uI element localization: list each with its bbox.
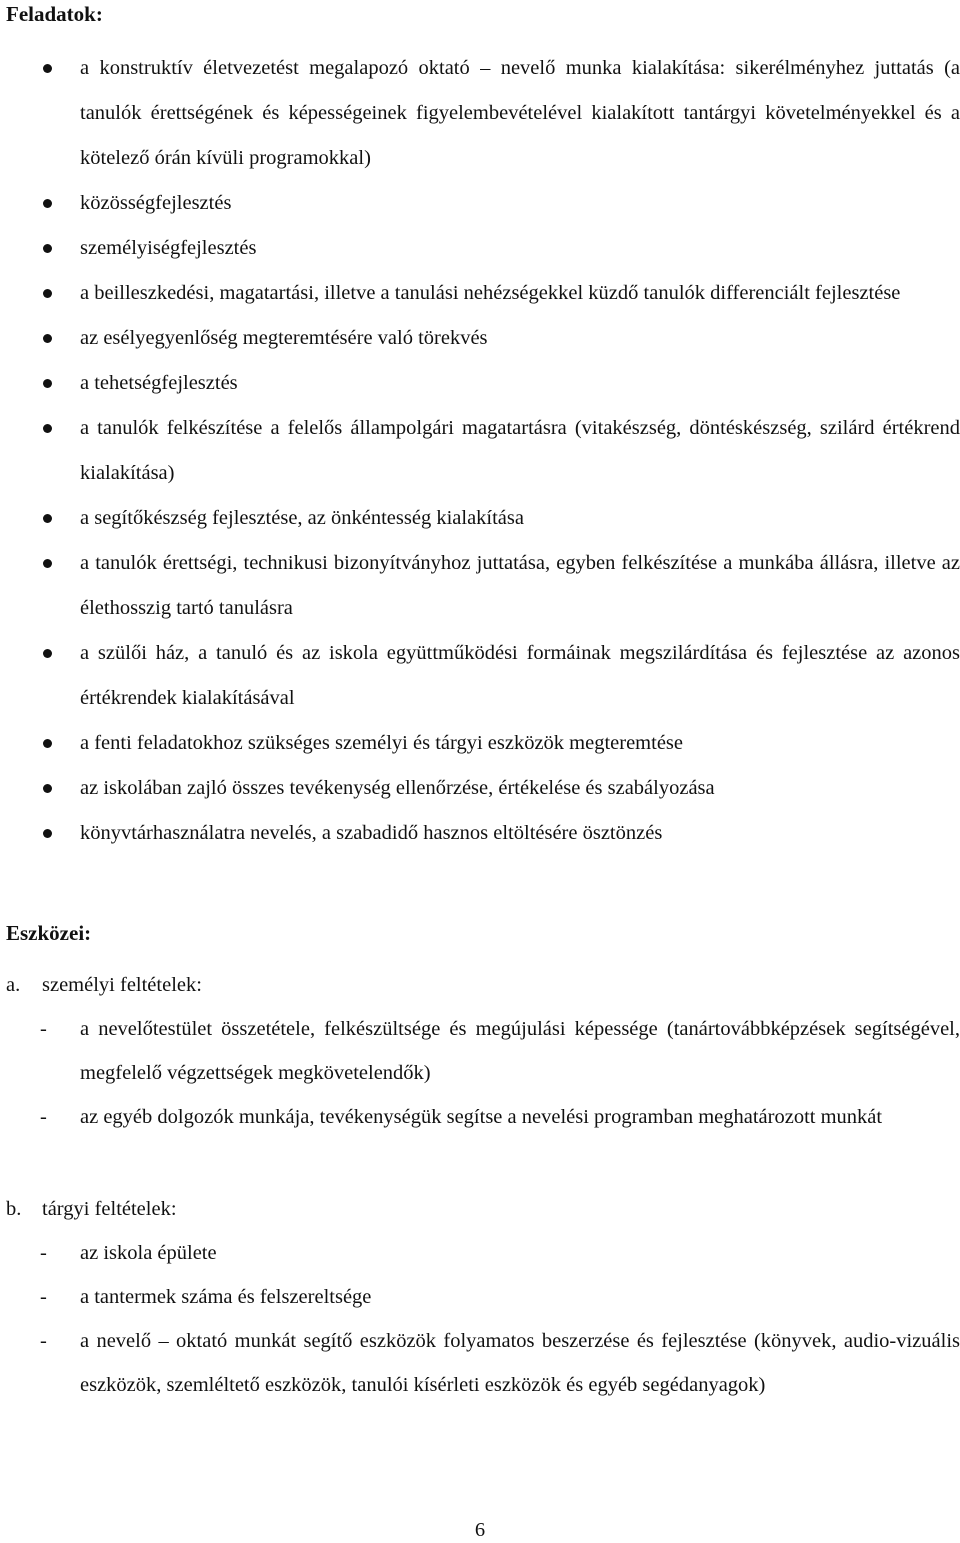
- task-item: [0, 181, 960, 226]
- task-text: a szülői ház, a tanuló és az iskola együttműködési formáinak megszilárdítása és fejlesztése az azonos értékrendek kialakításával: [80, 642, 960, 709]
- task-text: a tanulók felkészítése a felelős állampolgári magatartásra (vitakészség, döntéskészség, szilárd értékrend kialakítása): [80, 417, 960, 484]
- bullet-icon: [43, 424, 52, 433]
- condition-text: a tantermek száma és felszereltsége: [80, 1286, 372, 1308]
- task-item: [0, 226, 960, 271]
- condition-text: az egyéb dolgozók munkája, tevékenységük segítse a nevelési programban meghatározott munkát: [80, 1106, 883, 1128]
- task-text: a konstruktív életvezetést megalapozó oktató – nevelő munka kialakítása: sikerélményhez juttatás (a tanulók érettségének és képességeinek figyelembevételével kialakított tantárgyi követelményekkel és a kötelező órán kívüli programokkal): [80, 57, 960, 169]
- task-item: [0, 46, 960, 181]
- task-item: [0, 631, 960, 721]
- bullet-icon: [43, 379, 52, 388]
- dash-marker: -: [40, 1106, 47, 1128]
- material-conditions-section: [0, 1187, 960, 1407]
- task-text: a fenti feladatokhoz szükséges személyi és tárgyi eszközök megteremtése: [80, 732, 683, 754]
- task-item: [0, 721, 960, 766]
- section-title: [0, 963, 960, 1007]
- task-item: [0, 406, 960, 496]
- condition-text: az iskola épülete: [80, 1242, 217, 1264]
- condition-text: a nevelő – oktató munkát segítő eszközök folyamatos beszerzése és fejlesztése (könyvek, audio-vizuális eszközök, szemléltető eszközök, tanulói kísérleti eszközök és egyéb segédanyagok): [80, 1330, 960, 1396]
- bullet-icon: [43, 64, 52, 73]
- page-number: 6: [474, 1519, 486, 1541]
- section-marker: b.: [6, 1198, 22, 1220]
- task-text: a tanulók érettségi, technikusi bizonyítványhoz juttatása, egyben felkészítése a munkába állásra, illetve az élethosszig tartó tanulásra: [80, 552, 960, 619]
- bullet-icon: [43, 334, 52, 343]
- task-text: a beilleszkedési, magatartási, illetve a tanulási nehézségekkel küzdő tanulók differenciált fejlesztése: [80, 282, 901, 304]
- task-item: [0, 766, 960, 811]
- task-text: közösségfejlesztés: [80, 192, 232, 214]
- dash-marker: -: [40, 1330, 47, 1352]
- dash-marker: -: [40, 1018, 47, 1040]
- task-text: az iskolában zajló összes tevékenység ellenőrzése, értékelése és szabályozása: [80, 777, 715, 799]
- section-title: [0, 1187, 960, 1231]
- bullet-icon: [43, 559, 52, 568]
- task-text: személyiségfejlesztés: [80, 237, 257, 259]
- condition-text: a nevelőtestület összetétele, felkészültsége és megújulási képessége (tanártovábbképzések segítségével, megfelelő végzettségek megkövetelendők): [80, 1018, 960, 1084]
- task-text: könyvtárhasználatra nevelés, a szabadidő hasznos eltöltésére ösztönzés: [80, 822, 663, 844]
- bullet-icon: [43, 199, 52, 208]
- condition-item: [0, 1231, 960, 1275]
- personal-conditions-list: [0, 1007, 960, 1139]
- task-item: [0, 811, 960, 856]
- bullet-icon: [43, 649, 52, 658]
- section-title-text: személyi feltételek:: [42, 974, 202, 996]
- condition-item: [0, 1007, 960, 1095]
- bullet-icon: [43, 514, 52, 523]
- task-item: [0, 541, 960, 631]
- bullet-icon: [43, 829, 52, 838]
- bullet-icon: [43, 289, 52, 298]
- bullet-icon: [43, 244, 52, 253]
- dash-marker: -: [40, 1242, 47, 1264]
- task-text: a tehetségfejlesztés: [80, 372, 238, 394]
- task-text: a segítőkészség fejlesztése, az önkéntesség kialakítása: [80, 507, 524, 529]
- condition-item: [0, 1319, 960, 1407]
- personal-conditions-section: [0, 963, 960, 1139]
- material-conditions-list: [0, 1231, 960, 1407]
- dash-marker: -: [40, 1286, 47, 1308]
- tasks-heading: Feladatok:: [6, 2, 103, 26]
- means-heading: Eszközei:: [6, 921, 92, 945]
- task-item: [0, 271, 960, 316]
- task-item: [0, 361, 960, 406]
- tasks-list: [0, 46, 960, 856]
- task-text: az esélyegyenlőség megteremtésére való törekvés: [80, 327, 488, 349]
- condition-item: [0, 1095, 960, 1139]
- task-item: [0, 496, 960, 541]
- bullet-icon: [43, 784, 52, 793]
- section-title-text: tárgyi feltételek:: [42, 1198, 177, 1220]
- task-item: [0, 316, 960, 361]
- bullet-icon: [43, 739, 52, 748]
- condition-item: [0, 1275, 960, 1319]
- section-marker: a.: [6, 974, 21, 996]
